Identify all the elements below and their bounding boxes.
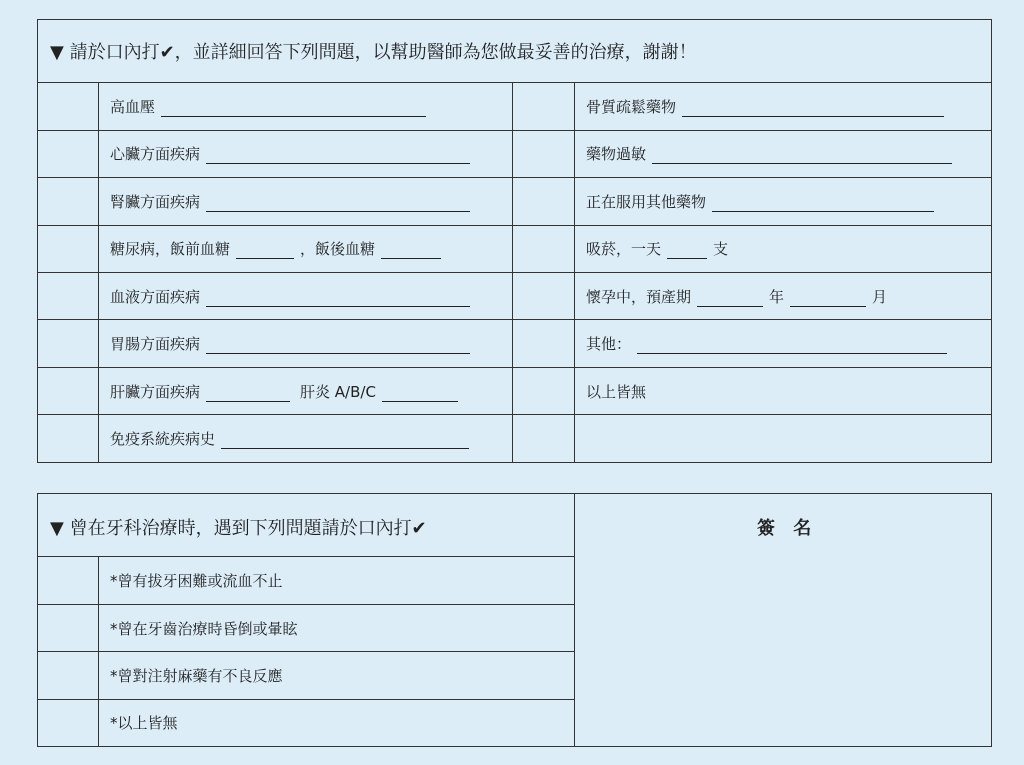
signature-area[interactable] — [576, 545, 990, 745]
checkbox-other[interactable] — [514, 321, 573, 366]
fill-line[interactable] — [712, 197, 934, 212]
section2-title: ▼ 曾在牙科治療時，遇到下列問題請於口內打✔ — [50, 518, 427, 539]
row-heart-disease — [110, 143, 476, 164]
checkbox-gastro-disease[interactable] — [39, 321, 97, 366]
row-mid-label: 肝炎 A/B/C — [300, 383, 376, 401]
dental-item-label: *曾有拔牙困難或流血不止 — [110, 572, 283, 590]
row-none-of-above — [586, 381, 646, 402]
checkbox-high-blood-pressure[interactable] — [39, 84, 97, 129]
row-label: 高血壓 — [110, 98, 156, 116]
row-label: 糖尿病，飯前血糖 — [110, 240, 231, 258]
checkbox-diabetes[interactable] — [39, 227, 97, 271]
due-year-line[interactable] — [697, 292, 763, 307]
fill-line[interactable] — [206, 339, 470, 354]
fill-line[interactable] — [206, 387, 290, 402]
row-label: 免疫系統疾病史 — [110, 430, 216, 448]
hepatitis-type-line[interactable] — [382, 387, 458, 402]
row-liver-disease — [110, 381, 464, 402]
row-label: 心臟方面疾病 — [110, 145, 201, 163]
dental-item-label: *以上皆無 — [110, 714, 178, 732]
row-label: 藥物過敏 — [586, 145, 647, 163]
fill-line[interactable] — [637, 339, 947, 354]
row-smoking — [586, 238, 728, 259]
signature-label: 簽 名 — [757, 518, 818, 539]
dental-item-label: *曾在牙齒治療時昏倒或暈眩 — [110, 620, 298, 638]
row-high-blood-pressure — [110, 96, 432, 117]
fill-line[interactable] — [206, 197, 470, 212]
row-label: 胃腸方面疾病 — [110, 335, 201, 353]
checkbox-none-of-above[interactable] — [514, 369, 573, 413]
row-label: 腎臟方面疾病 — [110, 193, 201, 211]
checkbox-fainting[interactable] — [39, 606, 97, 650]
checkbox-anesthesia-reaction[interactable] — [39, 653, 97, 698]
row-other — [586, 333, 953, 354]
checkbox-blood-disease[interactable] — [39, 274, 97, 318]
fill-line[interactable] — [652, 149, 952, 164]
dental-item — [110, 712, 178, 733]
fill-line[interactable] — [161, 102, 426, 117]
checkbox-pregnant[interactable] — [514, 274, 573, 318]
checkbox-liver-disease[interactable] — [39, 369, 97, 413]
row-label: 正在服用其他藥物 — [586, 193, 707, 211]
row-label: 懷孕中，預產期 — [586, 288, 692, 306]
section1-title: ▼ 請於口內打✔，並詳細回答下列問題，以幫助醫師為您做最妥善的治療，謝謝！ — [50, 42, 697, 63]
row-label: 其他： — [586, 335, 632, 353]
row-label: 肝臟方面疾病 — [110, 383, 201, 401]
dental-item — [110, 618, 298, 639]
fill-line[interactable] — [221, 434, 469, 449]
row-immune-disease — [110, 428, 475, 449]
row-drug-allergy — [586, 143, 958, 164]
due-month-line[interactable] — [790, 292, 866, 307]
row-label: 以上皆無 — [586, 383, 647, 401]
dental-item-label: *曾對注射麻藥有不良反應 — [110, 667, 283, 685]
row-kidney-disease — [110, 191, 476, 212]
row-osteoporosis-meds — [586, 96, 950, 117]
fill-line[interactable] — [206, 149, 470, 164]
row-pregnant — [586, 286, 887, 307]
checkbox-heart-disease[interactable] — [39, 132, 97, 176]
fasting-glucose-line[interactable] — [236, 244, 294, 259]
checkbox-osteoporosis-meds[interactable] — [514, 84, 573, 129]
cigarettes-per-day-line[interactable] — [667, 244, 707, 259]
dental-item — [110, 665, 283, 686]
checkbox-immune-disease[interactable] — [39, 416, 97, 461]
row-diabetes — [110, 238, 447, 259]
checkbox-other-meds[interactable] — [514, 179, 573, 224]
checkbox-drug-allergy[interactable] — [514, 132, 573, 176]
checkbox-kidney-disease[interactable] — [39, 179, 97, 224]
row-label: 骨質疏鬆藥物 — [586, 98, 677, 116]
checkbox-smoking[interactable] — [514, 227, 573, 271]
row-suffix: 月 — [872, 288, 888, 306]
postprandial-glucose-line[interactable] — [381, 244, 441, 259]
row-mid-label: 年 — [769, 288, 785, 306]
row-label: 吸菸，一天 — [586, 240, 662, 258]
fill-line[interactable] — [682, 102, 944, 117]
row-label: 血液方面疾病 — [110, 288, 201, 306]
dental-item — [110, 570, 283, 591]
row-suffix: 支 — [713, 240, 729, 258]
fill-line[interactable] — [206, 292, 470, 307]
row-mid-label: ，飯後血糖 — [300, 240, 376, 258]
row-other-meds — [586, 191, 940, 212]
checkbox-dental-none[interactable] — [39, 701, 97, 745]
row-gastro-disease — [110, 333, 476, 354]
row-blood-disease — [110, 286, 476, 307]
checkbox-extraction-bleeding[interactable] — [39, 558, 97, 603]
